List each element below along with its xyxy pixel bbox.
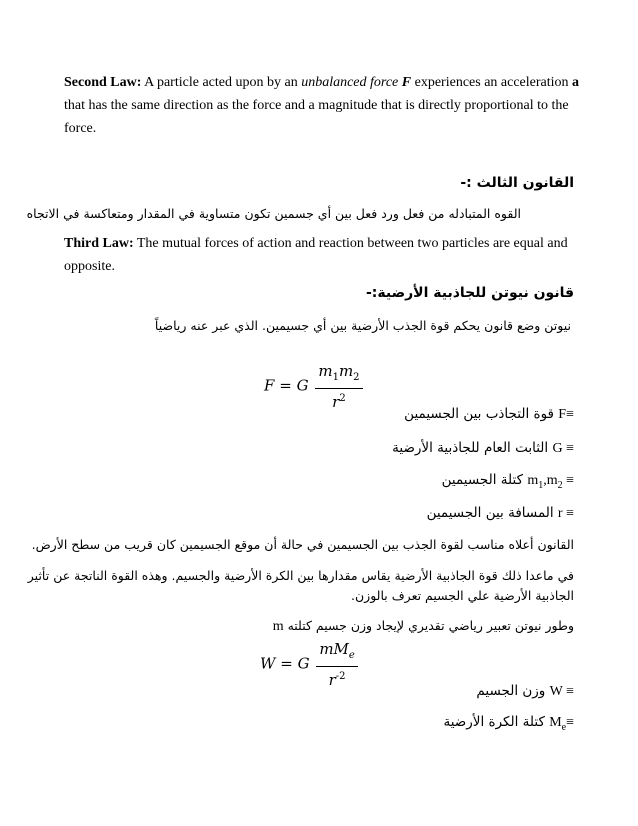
def-masses-sub2: 2 [557,479,563,491]
def-weight-text: وزن الجسيم [476,683,546,699]
def-weight-rel: ≡ [566,684,574,699]
def-weight-symbol [550,684,574,700]
gravity-paragraph-2-line-2: الجاذبية الأرضية علي الجسيم تعرف بالوزن. [351,588,574,603]
eq-numerator [315,362,362,389]
weight-eq-r-sup: -2 [335,671,346,682]
eq-g: G [296,376,309,395]
def-earth-mass-letter: M [549,715,562,730]
def-distance-rel: ≡ [566,506,574,521]
weight-eq-g: G [297,654,310,673]
eq-m1: m [318,362,333,380]
weight-equation [260,640,360,689]
def-weight-letter: W [549,684,563,699]
gravity-paragraph-3 [273,616,574,637]
def-distance-text: المسافة بين الجسيمين [426,505,554,521]
second-law-text-3: that has the same direction as the force and a magnitude that is directly proportional to the force. [64,98,569,136]
third-law-text: The mutual forces of action and reaction between two particles are equal and opposite. [64,236,568,274]
def-distance-letter: r [557,506,563,521]
def-masses-sub1: 1 [538,479,544,491]
eq-equals: = [279,376,292,395]
def-masses-rel: ≡ [566,473,574,488]
third-law-arabic-text: القوه المتبادله من فعل ورد فعل بين أي جسمين تكون متساوية في المقدار ومتعاكسة في الاتجاه [26,206,521,221]
def-weight [476,683,574,700]
weight-eq-equals: = [280,654,293,673]
gravity-paragraph-3-symbol: m [272,619,284,634]
force-symbol: F [401,75,412,90]
eq-lhs: F [264,376,275,395]
def-gconst-symbol [552,441,574,457]
weight-eq-denominator [316,667,358,689]
def-force-symbol [558,407,574,423]
eq-r: r [332,393,340,411]
eq-denominator [315,389,362,411]
def-earth-mass-symbol [549,715,574,733]
def-masses-m2: ,m [543,473,558,488]
def-force-text: قوة التجاذب بين الجسيمين [404,406,554,422]
def-gconst-text: الثابت العام للجاذبية الأرضية [392,440,549,456]
def-masses-text: كتلة الجسيمين [441,472,524,488]
def-gconst-letter: G [552,441,563,456]
gravity-paragraph-1: القانون أعلاه مناسب لقوة الجذب بين الجسيمين في حالة أن موقع الجسيمين كان قريب من سطح الأرض. [31,537,574,552]
def-earth-mass-rel: ≡ [566,715,574,730]
unbalanced-force-term: unbalanced force [301,75,399,90]
third-law-label: Third Law: [64,236,134,251]
second-law-paragraph [64,71,584,140]
eq-m1-sub: 1 [332,372,339,383]
def-earth-mass-sub: e [561,721,567,733]
def-force-rel: ≡ [566,407,574,422]
weight-eq-mm: mM [319,640,349,658]
weight-eq-r: r [328,671,336,689]
def-gconst-rel: ≡ [566,441,574,456]
gravity-intro: نيوتن وضع قانون يحكم قوة الجذب الأرضية بين أي جسيمين. الذي عبر عنه رياضياً [154,318,571,333]
def-masses [442,472,574,491]
gravity-paragraph-2-line-1: في ماعدا ذلك قوة الجاذبية الأرضية يقاس مقدارها بين الكرة الأرضية والجسيم. وهذه القوة الناتجة عن تأثير [27,568,574,583]
def-masses-m1: m [527,473,539,488]
second-law-label: Second Law: [64,75,142,90]
weight-eq-fraction [316,640,358,689]
third-law-paragraph [64,232,584,278]
eq-m2: m [338,362,354,380]
eq-m2-sub: 2 [353,372,360,383]
def-earth-mass-text: كتلة الكرة الأرضية [443,714,545,730]
def-distance [427,505,574,522]
gravity-heading: قانون نيوتن للجاذبية الأرضية:- [365,285,574,301]
eq-fraction [315,362,362,411]
def-masses-symbol [527,473,574,491]
gravity-paragraph-3-text: وطور نيوتن تعبير رياضي تقديري لإيجاد وزن جسيم كتلته [287,618,574,633]
gravitation-equation [264,362,365,411]
third-law-arabic-heading: القانون الثالث :- [460,175,574,191]
weight-eq-sub-e: e [348,650,355,661]
def-earth-mass [444,714,575,733]
def-force [404,406,574,423]
def-distance-symbol [558,506,574,522]
weight-eq-lhs: W [260,654,276,673]
second-law-text-1: A particle acted upon by an [141,75,302,90]
eq-r-sup: 2 [339,393,346,404]
def-gconst [392,440,574,457]
acceleration-symbol: a [572,75,580,90]
second-law-text-2: experiences an acceleration [411,75,573,90]
def-force-letter: F [558,407,567,422]
weight-eq-numerator [316,640,358,667]
